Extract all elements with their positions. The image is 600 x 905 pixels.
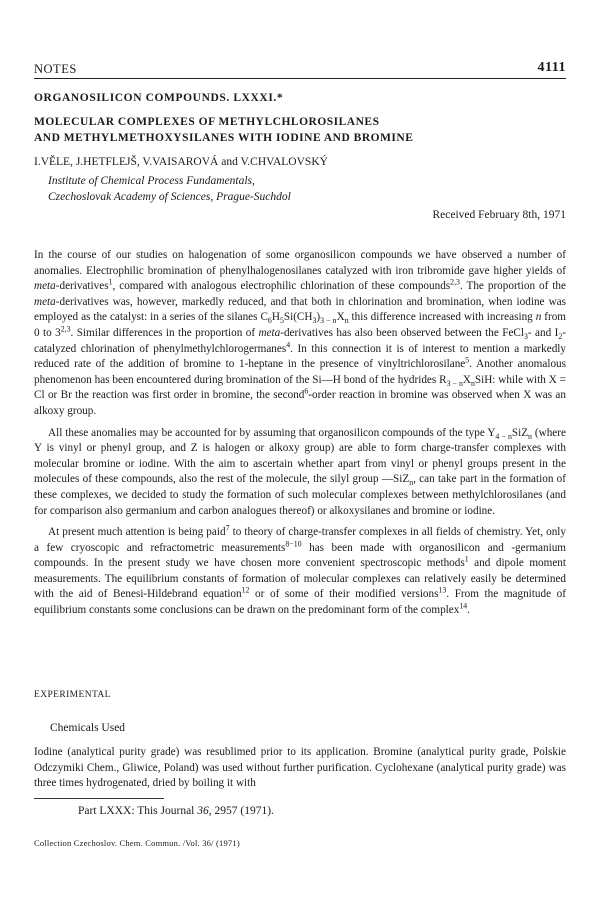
paragraph-1: In the course of our studies on halogenation of some organosilicon compounds we have observed a number of anomalies. Electrophilic bromination of phenylhalogenosilanes catalyzed with iron tribromide gave higher yields of meta-derivatives$^1$, compared with analogous electrophilic chlorination of these compounds$^{2,3}$. The proportion of the meta-derivatives was, however, markedly reduced, and that both in chlorination and bromination, when iodine was employed as the catalyst: in a series of the silanes $C_6H_5Si(CH_3)_{3 - n}X_n$ this difference increased with increasing n from 0 to 3$^{2,3}$. Similar differences in the proportion of meta-derivatives has also been observed between the FeCl$_3$- and $I_2-$ catalyzed chlorination of phenylmethylchlorogermanes$^4$. In this connection it is of interest to mention a markedly reduced rate of the addition of bromine to 1-heptane in the presence of vinyltrichlorosilane$^5$. Another anomalous phenomenon has been encountered during bromination of the Si—H bond of the hydrides $R_{3 - n}X_nSiH$: while with X = Cl or Br the reaction was first order in bromine, the second$^6$-order reaction in bromine was observed when X was an alkoxy group. (34, 249, 567, 417)
series-title: ORGANOSILICON COMPOUNDS. LXXXI.* (34, 92, 284, 104)
paragraph-2: All these anomalies may be accounted for by assuming that organosilicon compounds of the type $Y_{4 - n}SiZ_n$ (where Y is vinyl or phenyl group, and Z is halogen or alkoxy group) are able to form charge-transfer complexes with molecular bromine or iodine. With the aim to ascertain whether apart from vinyl or phenyl groups present in the molecules of these compounds, also the rest of the molecule, the silyl group —SiZ$_n$, can take part in the formation of these complexes, we decided to study the formation of such molecular complexes between methylchlorosilanes (and for comparison also germanium and carbon analogues thereof) or alkoxysilanes and bromine or iodine. (34, 426, 566, 517)
article-title (34, 114, 566, 146)
journal-citation: Collection Czechoslov. Chem. Commun. /Vol. 36/ (1971) (34, 838, 240, 848)
title-line-2: AND METHYLMETHOXYSILANES WITH IODINE AND BROMINE (34, 132, 414, 144)
affiliation-line-1: Institute of Chemical Process Fundamentals, (48, 175, 255, 187)
running-head (34, 58, 566, 78)
footnote-rule (34, 798, 164, 799)
body-text (34, 248, 566, 625)
affiliation-line-2: Czechoslovak Academy of Sciences, Prague-Suchdol (48, 190, 291, 203)
experimental-heading: EXPERIMENTAL (34, 690, 111, 700)
affiliation (48, 174, 291, 205)
chemicals-heading: Chemicals Used (50, 722, 126, 734)
header-rule (34, 78, 566, 79)
footnote: Part LXXX: This Journal 36, 2957 (1971). (78, 805, 274, 817)
title-line-1: MOLECULAR COMPLEXES OF METHYLCHLOROSILANES (34, 116, 380, 128)
section-label: NOTES (34, 62, 77, 76)
authors: I.VĚLE, J.HETFLEJŠ, V.VAISAROVÁ and V.CHVALOVSKÝ (34, 156, 328, 168)
paragraph-4: Iodine (analytical purity grade) was resublimed prior to its application. Bromine (analytical purity grade, Polskie Odczymiki Chem., Gliwice, Poland) was used without further purification. Cyclohexane (analytical purity grade) was three times hydrogenated, dried by boiling it with (34, 746, 566, 790)
received-date: Received February 8th, 1971 (432, 209, 566, 221)
page-number: 4111 (537, 60, 566, 75)
paragraph-3: At present much attention is being paid$^7$ to theory of charge-transfer complexes in all fields of chemistry. Yet, only a few cryoscopic and refractometric measurements$^{8-10}$ has been made with organosilicon and -germanium compounds. In the present study we have chosen more convenient spectroscopic methods$^1$ and dipole moment measurements. The equilibrium constants of formation of molecular complexes can relatively easily be determined with the aid of Benesi-Hildebrand equation$^{12}$ or of some of their modified versions$^{13}$. From the magnitude of equilibrium constants some conclusions can be drawn on the predominant form of the complex$^{14}$. (34, 523, 566, 617)
